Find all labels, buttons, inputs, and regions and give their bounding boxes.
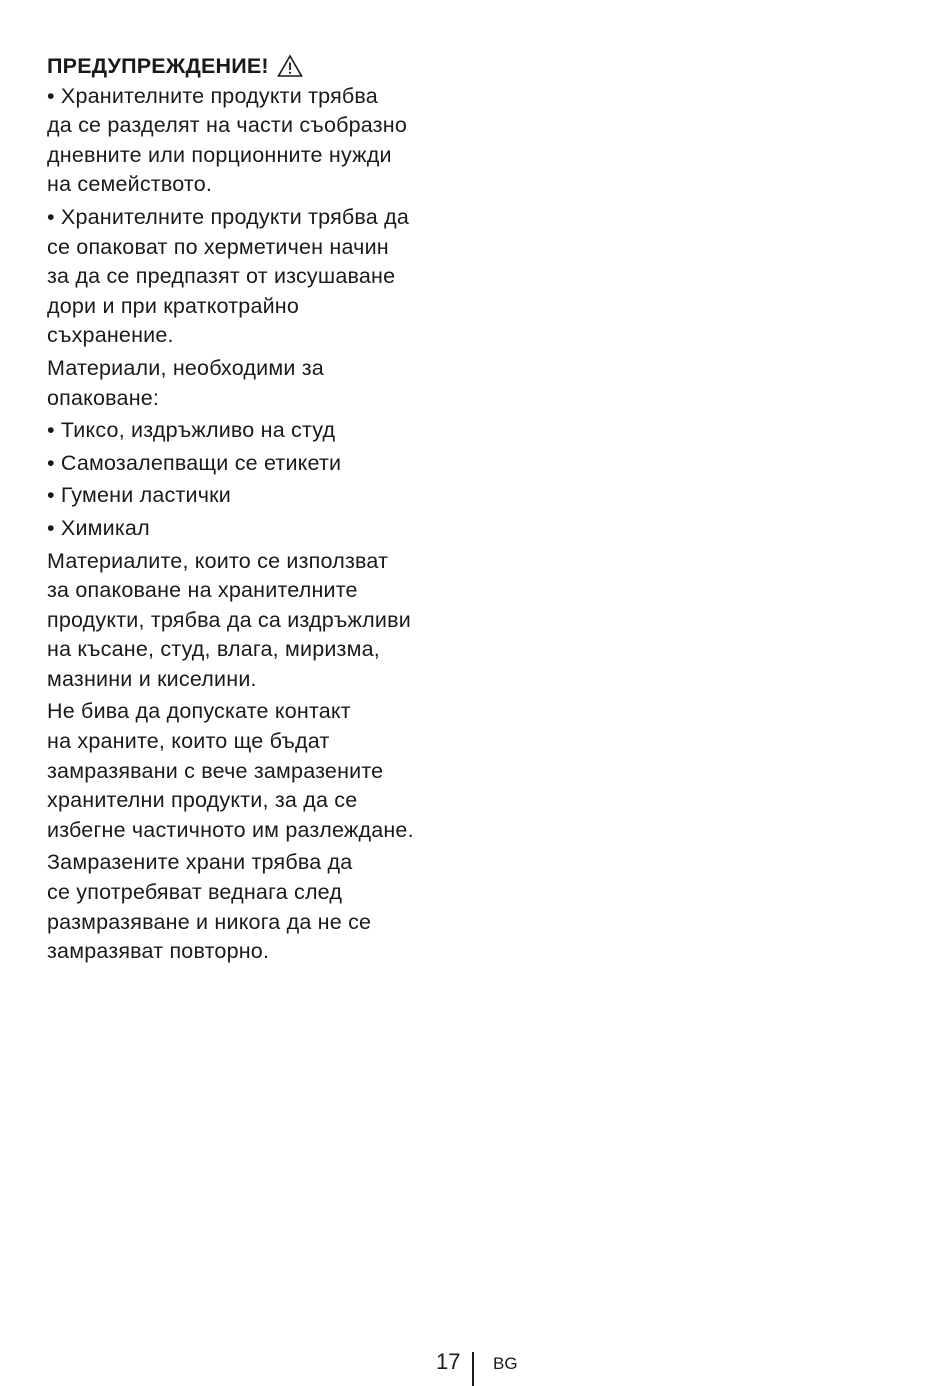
page-number: 17 <box>436 1349 461 1374</box>
paragraph-no-refreeze: Замразените храни трябва да се употребяват веднага след размразяване и никога да не се замразяват повторно. <box>47 850 372 964</box>
footer-divider <box>472 1352 474 1386</box>
list-item-rubber-bands: • Гумени ластички <box>47 483 231 508</box>
paragraph-material-requirements: Материалите, които се използват за опаковане на хранителните продукти, трябва да са издръжливи на късане, студ, влага, миризма, мазнини и киселини. <box>47 548 411 691</box>
list-item-pen: • Химикал <box>47 515 150 540</box>
paragraph-portioning: • Хранителните продукти трябва да се разделят на части съобразно дневните или порционните нужди на семейството. <box>47 83 407 197</box>
list-item-tape: • Тиксо, издръжливо на студ <box>47 418 336 443</box>
language-code: BG <box>493 1354 518 1373</box>
warning-heading-text: ПРЕДУПРЕЖДЕНИЕ! <box>47 54 269 78</box>
list-item-labels: • Самозалепващи се етикети <box>47 450 342 475</box>
paragraph-avoid-contact: Не бива да допускате контакт на храните, които ще бъдат замразявани с вече замразените хранителни продукти, за да се избегне частичното им разлеждане. <box>47 699 414 842</box>
page-footer <box>0 1348 950 1386</box>
paragraph-materials-intro: Материали, необходими за опаковане: <box>47 355 324 410</box>
main-text-column <box>47 52 477 970</box>
warning-triangle-icon <box>277 54 303 78</box>
warning-heading <box>47 52 477 82</box>
paragraph-hermetic-packaging: • Хранителните продукти трябва да се опаковат по херметичен начин за да се предпазят от изсушаване дори и при краткотрайно съхранение. <box>47 204 410 348</box>
